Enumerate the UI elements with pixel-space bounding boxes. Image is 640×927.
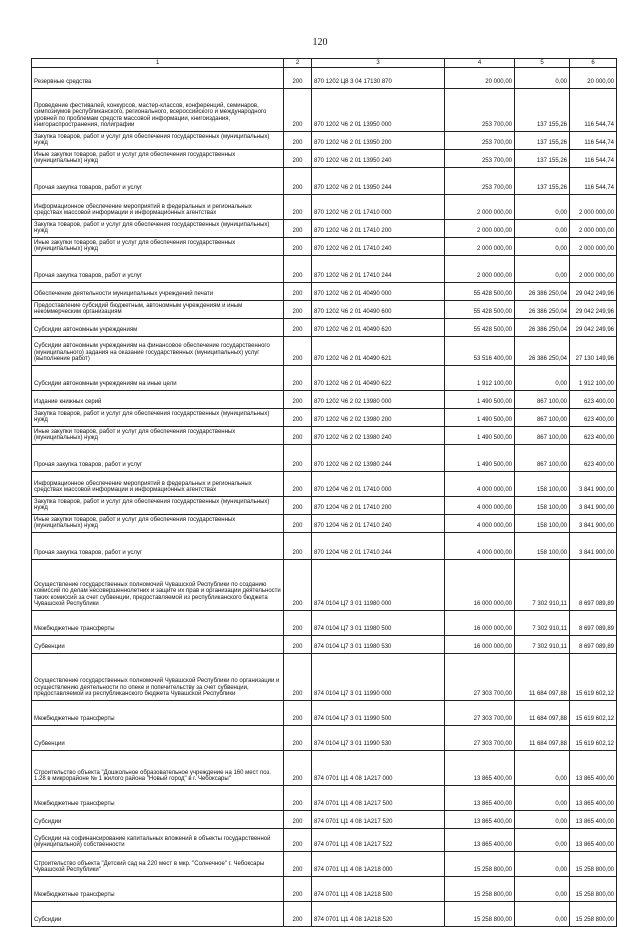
row-classification-cell: 874 0701 Ц1 4 08 1А218 000 xyxy=(312,852,445,877)
row-executed-amount-cell: 26 386 250,04 xyxy=(515,337,570,366)
row-executed-amount-cell: 11 684 097,88 xyxy=(515,701,570,726)
row-approved-amount-cell: 16 000 000,00 xyxy=(445,611,515,636)
row-code-cell: 200 xyxy=(284,515,312,533)
table-row xyxy=(32,301,617,319)
row-approved-amount-cell: 2 000 000,00 xyxy=(445,195,515,220)
row-name-cell: Межбюджетные трансферты xyxy=(32,877,284,902)
row-code-cell: 200 xyxy=(284,409,312,427)
row-classification-cell: 874 0701 Ц1 4 08 1А217 000 xyxy=(312,751,445,786)
row-executed-amount-cell: 867 100,00 xyxy=(515,409,570,427)
row-unexecuted-amount-cell: 29 042 249,96 xyxy=(570,319,617,337)
table-row xyxy=(32,701,617,726)
row-executed-amount-cell: 158 100,00 xyxy=(515,472,570,497)
row-approved-amount-cell: 55 428 500,00 xyxy=(445,301,515,319)
row-executed-amount-cell: 137 155,26 xyxy=(515,168,570,195)
row-unexecuted-amount-cell: 15 619 602,12 xyxy=(570,726,617,751)
table-row xyxy=(32,445,617,472)
row-unexecuted-amount-cell: 2 000 000,00 xyxy=(570,195,617,220)
row-unexecuted-amount-cell: 15 258 800,00 xyxy=(570,877,617,902)
row-approved-amount-cell: 15 258 800,00 xyxy=(445,902,515,927)
row-unexecuted-amount-cell: 13 865 400,00 xyxy=(570,829,617,852)
row-classification-cell: 870 1202 Ч6 2 02 13980 240 xyxy=(312,427,445,445)
row-approved-amount-cell: 2 000 000,00 xyxy=(445,238,515,256)
row-unexecuted-amount-cell: 3 841 900,00 xyxy=(570,533,617,560)
table-row xyxy=(32,852,617,877)
row-approved-amount-cell: 4 000 000,00 xyxy=(445,533,515,560)
row-code-cell: 200 xyxy=(284,533,312,560)
row-classification-cell: 874 0104 Ц7 3 01 11980 530 xyxy=(312,636,445,654)
row-approved-amount-cell: 15 258 800,00 xyxy=(445,852,515,877)
table-row xyxy=(32,751,617,786)
row-classification-cell: 870 1202 Ч6 2 01 40490 621 xyxy=(312,337,445,366)
row-executed-amount-cell: 0,00 xyxy=(515,751,570,786)
row-approved-amount-cell: 16 000 000,00 xyxy=(445,636,515,654)
row-executed-amount-cell: 158 100,00 xyxy=(515,533,570,560)
row-executed-amount-cell: 0,00 xyxy=(515,829,570,852)
row-approved-amount-cell: 13 865 400,00 xyxy=(445,786,515,811)
row-approved-amount-cell: 2 000 000,00 xyxy=(445,220,515,238)
row-unexecuted-amount-cell: 8 697 089,89 xyxy=(570,636,617,654)
table-row xyxy=(32,877,617,902)
table-row xyxy=(32,811,617,829)
row-classification-cell: 870 1202 Ч6 2 01 17410 000 xyxy=(312,195,445,220)
row-code-cell: 200 xyxy=(284,786,312,811)
row-code-cell: 200 xyxy=(284,877,312,902)
row-executed-amount-cell: 867 100,00 xyxy=(515,445,570,472)
row-code-cell: 200 xyxy=(284,337,312,366)
row-classification-cell: 870 1202 Ч6 2 02 13980 200 xyxy=(312,409,445,427)
row-name-cell: Субсидии автономным учреждениям на иные цели xyxy=(32,366,284,391)
column-header: 4 xyxy=(445,59,515,68)
row-name-cell: Закупка товаров, работ и услуг для обеспечения государственных (муниципальных) нужд xyxy=(32,132,284,150)
row-unexecuted-amount-cell: 623 400,00 xyxy=(570,445,617,472)
row-approved-amount-cell: 253 700,00 xyxy=(445,132,515,150)
table-row xyxy=(32,391,617,409)
table-row xyxy=(32,238,617,256)
row-name-cell: Информационное обеспечение мероприятий в федеральных и региональных средствах массовой информации и информационных агентствах xyxy=(32,472,284,497)
table-row xyxy=(32,195,617,220)
row-classification-cell: 870 1202 Ч6 2 01 40490 600 xyxy=(312,301,445,319)
row-classification-cell: 874 0701 Ц1 4 08 1А217 522 xyxy=(312,829,445,852)
row-classification-cell: 870 1204 Ч6 2 01 17410 000 xyxy=(312,472,445,497)
row-approved-amount-cell: 253 700,00 xyxy=(445,89,515,132)
row-executed-amount-cell: 0,00 xyxy=(515,256,570,283)
row-code-cell: 200 xyxy=(284,852,312,877)
row-approved-amount-cell: 13 865 400,00 xyxy=(445,829,515,852)
row-unexecuted-amount-cell: 27 130 149,96 xyxy=(570,337,617,366)
row-approved-amount-cell: 27 303 700,00 xyxy=(445,701,515,726)
row-unexecuted-amount-cell: 13 865 400,00 xyxy=(570,751,617,786)
table-row xyxy=(32,256,617,283)
row-executed-amount-cell: 158 100,00 xyxy=(515,515,570,533)
row-unexecuted-amount-cell: 116 544,74 xyxy=(570,150,617,168)
row-classification-cell: 874 0104 Ц7 3 01 11980 500 xyxy=(312,611,445,636)
row-code-cell: 200 xyxy=(284,68,312,89)
column-header: 6 xyxy=(570,59,617,68)
table-row xyxy=(32,829,617,852)
row-code-cell: 200 xyxy=(284,238,312,256)
row-executed-amount-cell: 0,00 xyxy=(515,811,570,829)
row-code-cell: 200 xyxy=(284,497,312,515)
row-executed-amount-cell: 867 100,00 xyxy=(515,427,570,445)
row-code-cell: 200 xyxy=(284,751,312,786)
row-unexecuted-amount-cell: 13 865 400,00 xyxy=(570,811,617,829)
table-row xyxy=(32,220,617,238)
row-unexecuted-amount-cell: 2 000 000,00 xyxy=(570,256,617,283)
row-code-cell: 200 xyxy=(284,391,312,409)
row-executed-amount-cell: 11 684 097,88 xyxy=(515,726,570,751)
column-header: 3 xyxy=(312,59,445,68)
row-executed-amount-cell: 26 386 250,04 xyxy=(515,283,570,301)
table-row xyxy=(32,132,617,150)
row-approved-amount-cell: 15 258 800,00 xyxy=(445,877,515,902)
row-classification-cell: 870 1202 Ч6 2 01 13950 000 xyxy=(312,89,445,132)
row-executed-amount-cell: 158 100,00 xyxy=(515,497,570,515)
row-approved-amount-cell: 1 490 500,00 xyxy=(445,391,515,409)
row-name-cell: Закупка товаров, работ и услуг для обеспечения государственных (муниципальных) нужд xyxy=(32,409,284,427)
row-unexecuted-amount-cell: 3 841 900,00 xyxy=(570,515,617,533)
row-classification-cell: 870 1204 Ч6 2 01 17410 244 xyxy=(312,533,445,560)
row-unexecuted-amount-cell: 1 912 100,00 xyxy=(570,366,617,391)
row-classification-cell: 870 1202 Ч6 2 01 17410 240 xyxy=(312,238,445,256)
row-unexecuted-amount-cell: 13 865 400,00 xyxy=(570,786,617,811)
row-name-cell: Иные закупки товаров, работ и услуг для обеспечения государственных (муниципальных) нужд xyxy=(32,515,284,533)
row-approved-amount-cell: 55 428 500,00 xyxy=(445,319,515,337)
row-name-cell: Межбюджетные трансферты xyxy=(32,786,284,811)
row-name-cell: Резервные средства xyxy=(32,68,284,89)
table-row xyxy=(32,427,617,445)
row-executed-amount-cell: 0,00 xyxy=(515,877,570,902)
row-unexecuted-amount-cell: 623 400,00 xyxy=(570,427,617,445)
row-code-cell: 200 xyxy=(284,319,312,337)
row-classification-cell: 870 1202 Ч6 2 01 17410 244 xyxy=(312,256,445,283)
table-row xyxy=(32,472,617,497)
row-unexecuted-amount-cell: 623 400,00 xyxy=(570,391,617,409)
row-approved-amount-cell: 4 000 000,00 xyxy=(445,515,515,533)
row-approved-amount-cell: 55 428 500,00 xyxy=(445,283,515,301)
row-name-cell: Осуществление государственных полномочий Чувашской Республики по созданию комиссий по делам несовершеннолетних и защите их прав и организации деятельности таких комиссий за счет субвенции, предоставляемой из республиканского бюджета Чувашской Республики xyxy=(32,560,284,611)
page-number: 120 xyxy=(312,37,328,48)
row-code-cell: 200 xyxy=(284,560,312,611)
table-row xyxy=(32,611,617,636)
row-unexecuted-amount-cell: 15 258 800,00 xyxy=(570,902,617,927)
row-code-cell: 200 xyxy=(284,811,312,829)
row-approved-amount-cell: 253 700,00 xyxy=(445,150,515,168)
row-name-cell: Субвенции xyxy=(32,726,284,751)
table-row xyxy=(32,168,617,195)
row-name-cell: Закупка товаров, работ и услуг для обеспечения государственных (муниципальных) нужд xyxy=(32,220,284,238)
table-row xyxy=(32,150,617,168)
table-row xyxy=(32,337,617,366)
table-row xyxy=(32,89,617,132)
row-name-cell: Субсидии xyxy=(32,811,284,829)
row-executed-amount-cell: 7 302 910,11 xyxy=(515,611,570,636)
row-classification-cell: 870 1202 Ч6 2 01 40490 000 xyxy=(312,283,445,301)
row-classification-cell: 870 1202 Ч6 2 01 40490 622 xyxy=(312,366,445,391)
table-header-row xyxy=(32,59,617,68)
row-name-cell: Обеспечение деятельности муниципальных учреждений печати xyxy=(32,283,284,301)
column-header: 5 xyxy=(515,59,570,68)
row-name-cell: Издание книжных серий xyxy=(32,391,284,409)
row-code-cell: 200 xyxy=(284,168,312,195)
table-row xyxy=(32,726,617,751)
row-code-cell: 200 xyxy=(284,472,312,497)
row-approved-amount-cell: 27 303 700,00 xyxy=(445,654,515,701)
row-name-cell: Иные закупки товаров, работ и услуг для обеспечения государственных (муниципальных) нужд xyxy=(32,427,284,445)
row-executed-amount-cell: 7 302 910,11 xyxy=(515,560,570,611)
row-code-cell: 200 xyxy=(284,654,312,701)
row-approved-amount-cell: 53 516 400,00 xyxy=(445,337,515,366)
row-code-cell: 200 xyxy=(284,829,312,852)
row-executed-amount-cell: 26 386 250,04 xyxy=(515,301,570,319)
row-unexecuted-amount-cell: 8 697 089,89 xyxy=(570,560,617,611)
row-name-cell: Информационное обеспечение мероприятий в федеральных и региональных средствах массовой информации и информационных агентствах xyxy=(32,195,284,220)
row-classification-cell: 870 1204 Ч6 2 01 17410 240 xyxy=(312,515,445,533)
row-approved-amount-cell: 1 490 500,00 xyxy=(445,445,515,472)
row-code-cell: 200 xyxy=(284,220,312,238)
row-classification-cell: 870 1202 Ч6 2 01 13950 240 xyxy=(312,150,445,168)
row-unexecuted-amount-cell: 116 544,74 xyxy=(570,168,617,195)
row-name-cell: Строительство объекта "Детский сад на 220 мест в мкр. "Солнечное" г. Чебоксары Чувашской Республики" xyxy=(32,852,284,877)
row-executed-amount-cell: 867 100,00 xyxy=(515,391,570,409)
row-approved-amount-cell: 2 000 000,00 xyxy=(445,256,515,283)
row-name-cell: Субсидии на софинансирование капитальных вложений в объекты государственной (муниципальной) собственности xyxy=(32,829,284,852)
row-name-cell: Межбюджетные трансферты xyxy=(32,701,284,726)
row-unexecuted-amount-cell: 116 544,74 xyxy=(570,89,617,132)
table-row xyxy=(32,409,617,427)
row-unexecuted-amount-cell: 3 841 900,00 xyxy=(570,472,617,497)
row-classification-cell: 874 0701 Ц1 4 08 1А217 520 xyxy=(312,811,445,829)
row-code-cell: 200 xyxy=(284,132,312,150)
table-row xyxy=(32,902,617,927)
row-unexecuted-amount-cell: 29 042 249,96 xyxy=(570,283,617,301)
row-unexecuted-amount-cell: 15 258 800,00 xyxy=(570,852,617,877)
table-row xyxy=(32,654,617,701)
row-executed-amount-cell: 137 155,26 xyxy=(515,150,570,168)
row-classification-cell: 870 1204 Ч6 2 01 17410 200 xyxy=(312,497,445,515)
row-classification-cell: 870 1202 Ц8 3 04 17130 870 xyxy=(312,68,445,89)
row-name-cell: Субсидии автономным учреждениям xyxy=(32,319,284,337)
row-code-cell: 200 xyxy=(284,301,312,319)
row-code-cell: 200 xyxy=(284,150,312,168)
row-code-cell: 200 xyxy=(284,427,312,445)
row-classification-cell: 870 1202 Ч6 2 02 13980 000 xyxy=(312,391,445,409)
row-executed-amount-cell: 0,00 xyxy=(515,366,570,391)
row-classification-cell: 874 0104 Ц7 3 01 11990 530 xyxy=(312,726,445,751)
row-code-cell: 200 xyxy=(284,726,312,751)
row-approved-amount-cell: 1 490 500,00 xyxy=(445,409,515,427)
row-executed-amount-cell: 11 684 097,88 xyxy=(515,654,570,701)
row-approved-amount-cell: 27 303 700,00 xyxy=(445,726,515,751)
row-name-cell: Прочая закупка товаров, работ и услуг xyxy=(32,445,284,472)
table-row xyxy=(32,319,617,337)
row-name-cell: Закупка товаров, работ и услуг для обеспечения государственных (муниципальных) нужд xyxy=(32,497,284,515)
row-approved-amount-cell: 13 865 400,00 xyxy=(445,751,515,786)
row-unexecuted-amount-cell: 3 841 900,00 xyxy=(570,497,617,515)
row-code-cell: 200 xyxy=(284,611,312,636)
row-executed-amount-cell: 0,00 xyxy=(515,238,570,256)
row-classification-cell: 870 1202 Ч6 2 01 40490 620 xyxy=(312,319,445,337)
row-approved-amount-cell: 4 000 000,00 xyxy=(445,497,515,515)
row-classification-cell: 874 0104 Ц7 3 01 11990 000 xyxy=(312,654,445,701)
table-row xyxy=(32,68,617,89)
column-header: 2 xyxy=(284,59,312,68)
row-name-cell: Проведение фестивалей, конкурсов, мастер-классов, конференций, семинаров, симпозиумов республиканского, регионального, всероссийского и международного уровней по проблемам средств массовой информации, книгоиздания, книгораспространения, полиграфии xyxy=(32,89,284,132)
row-executed-amount-cell: 0,00 xyxy=(515,852,570,877)
row-approved-amount-cell: 16 000 000,00 xyxy=(445,560,515,611)
row-executed-amount-cell: 0,00 xyxy=(515,195,570,220)
row-code-cell: 200 xyxy=(284,636,312,654)
row-unexecuted-amount-cell: 20 000,00 xyxy=(570,68,617,89)
row-executed-amount-cell: 26 386 250,04 xyxy=(515,319,570,337)
budget-execution-table xyxy=(31,58,617,927)
row-name-cell: Осуществление государственных полномочий Чувашской Республики по организации и осуществлению деятельности по опеке и попечительству за счет субвенции, предоставляемой из республиканского бюджета Чувашской Республики xyxy=(32,654,284,701)
row-classification-cell: 874 0701 Ц1 4 08 1А217 500 xyxy=(312,786,445,811)
row-code-cell: 200 xyxy=(284,195,312,220)
row-classification-cell: 870 1202 Ч6 2 01 17410 200 xyxy=(312,220,445,238)
row-code-cell: 200 xyxy=(284,89,312,132)
table-row xyxy=(32,560,617,611)
row-approved-amount-cell: 1 490 500,00 xyxy=(445,427,515,445)
row-unexecuted-amount-cell: 8 697 089,89 xyxy=(570,611,617,636)
row-approved-amount-cell: 4 000 000,00 xyxy=(445,472,515,497)
row-name-cell: Прочая закупка товаров, работ и услуг xyxy=(32,256,284,283)
table-row xyxy=(32,283,617,301)
row-classification-cell: 874 0701 Ц1 4 08 1А218 500 xyxy=(312,877,445,902)
row-executed-amount-cell: 0,00 xyxy=(515,220,570,238)
table-row xyxy=(32,497,617,515)
row-code-cell: 200 xyxy=(284,902,312,927)
row-classification-cell: 870 1202 Ч6 2 01 13950 244 xyxy=(312,168,445,195)
row-name-cell: Межбюджетные трансферты xyxy=(32,611,284,636)
row-name-cell: Прочая закупка товаров, работ и услуг xyxy=(32,168,284,195)
row-approved-amount-cell: 253 700,00 xyxy=(445,168,515,195)
table-row xyxy=(32,786,617,811)
row-executed-amount-cell: 0,00 xyxy=(515,902,570,927)
row-approved-amount-cell: 1 912 100,00 xyxy=(445,366,515,391)
row-approved-amount-cell: 13 865 400,00 xyxy=(445,811,515,829)
row-classification-cell: 874 0104 Ц7 3 01 11980 000 xyxy=(312,560,445,611)
row-name-cell: Иные закупки товаров, работ и услуг для обеспечения государственных (муниципальных) нужд xyxy=(32,238,284,256)
row-code-cell: 200 xyxy=(284,366,312,391)
row-code-cell: 200 xyxy=(284,256,312,283)
row-name-cell: Субсидии автономным учреждениям на финансовое обеспечение государственного (муниципального) задания на оказание государственных (муниципальных) услуг (выполнение работ) xyxy=(32,337,284,366)
row-unexecuted-amount-cell: 15 619 602,12 xyxy=(570,654,617,701)
row-unexecuted-amount-cell: 2 000 000,00 xyxy=(570,238,617,256)
table-row xyxy=(32,515,617,533)
table-row xyxy=(32,366,617,391)
row-name-cell: Субсидии xyxy=(32,902,284,927)
row-executed-amount-cell: 7 302 910,11 xyxy=(515,636,570,654)
row-code-cell: 200 xyxy=(284,445,312,472)
row-unexecuted-amount-cell: 29 042 249,96 xyxy=(570,301,617,319)
table-row xyxy=(32,533,617,560)
table-row xyxy=(32,636,617,654)
row-executed-amount-cell: 0,00 xyxy=(515,68,570,89)
row-approved-amount-cell: 20 000,00 xyxy=(445,68,515,89)
row-classification-cell: 870 1202 Ч6 2 02 13980 244 xyxy=(312,445,445,472)
row-unexecuted-amount-cell: 623 400,00 xyxy=(570,409,617,427)
row-classification-cell: 874 0701 Ц1 4 08 1А218 520 xyxy=(312,902,445,927)
row-unexecuted-amount-cell: 116 544,74 xyxy=(570,132,617,150)
row-executed-amount-cell: 137 155,26 xyxy=(515,132,570,150)
row-name-cell: Прочая закупка товаров, работ и услуг xyxy=(32,533,284,560)
row-unexecuted-amount-cell: 15 619 602,12 xyxy=(570,701,617,726)
row-classification-cell: 870 1202 Ч6 2 01 13950 200 xyxy=(312,132,445,150)
row-name-cell: Предоставление субсидий бюджетным, автономным учреждениям и иным некоммерческим организациям xyxy=(32,301,284,319)
row-executed-amount-cell: 0,00 xyxy=(515,786,570,811)
row-executed-amount-cell: 137 155,26 xyxy=(515,89,570,132)
row-name-cell: Иные закупки товаров, работ и услуг для обеспечения государственных (муниципальных) нужд xyxy=(32,150,284,168)
column-header: 1 xyxy=(32,59,284,68)
row-code-cell: 200 xyxy=(284,701,312,726)
row-classification-cell: 874 0104 Ц7 3 01 11990 500 xyxy=(312,701,445,726)
row-unexecuted-amount-cell: 2 000 000,00 xyxy=(570,220,617,238)
row-name-cell: Субвенции xyxy=(32,636,284,654)
row-name-cell: Строительство объекта "Дошкольное образовательное учреждение на 160 мест поз. 1.28 в микрорайоне № 1 жилого района "Новый город" в г. Чебоксары" xyxy=(32,751,284,786)
row-code-cell: 200 xyxy=(284,283,312,301)
